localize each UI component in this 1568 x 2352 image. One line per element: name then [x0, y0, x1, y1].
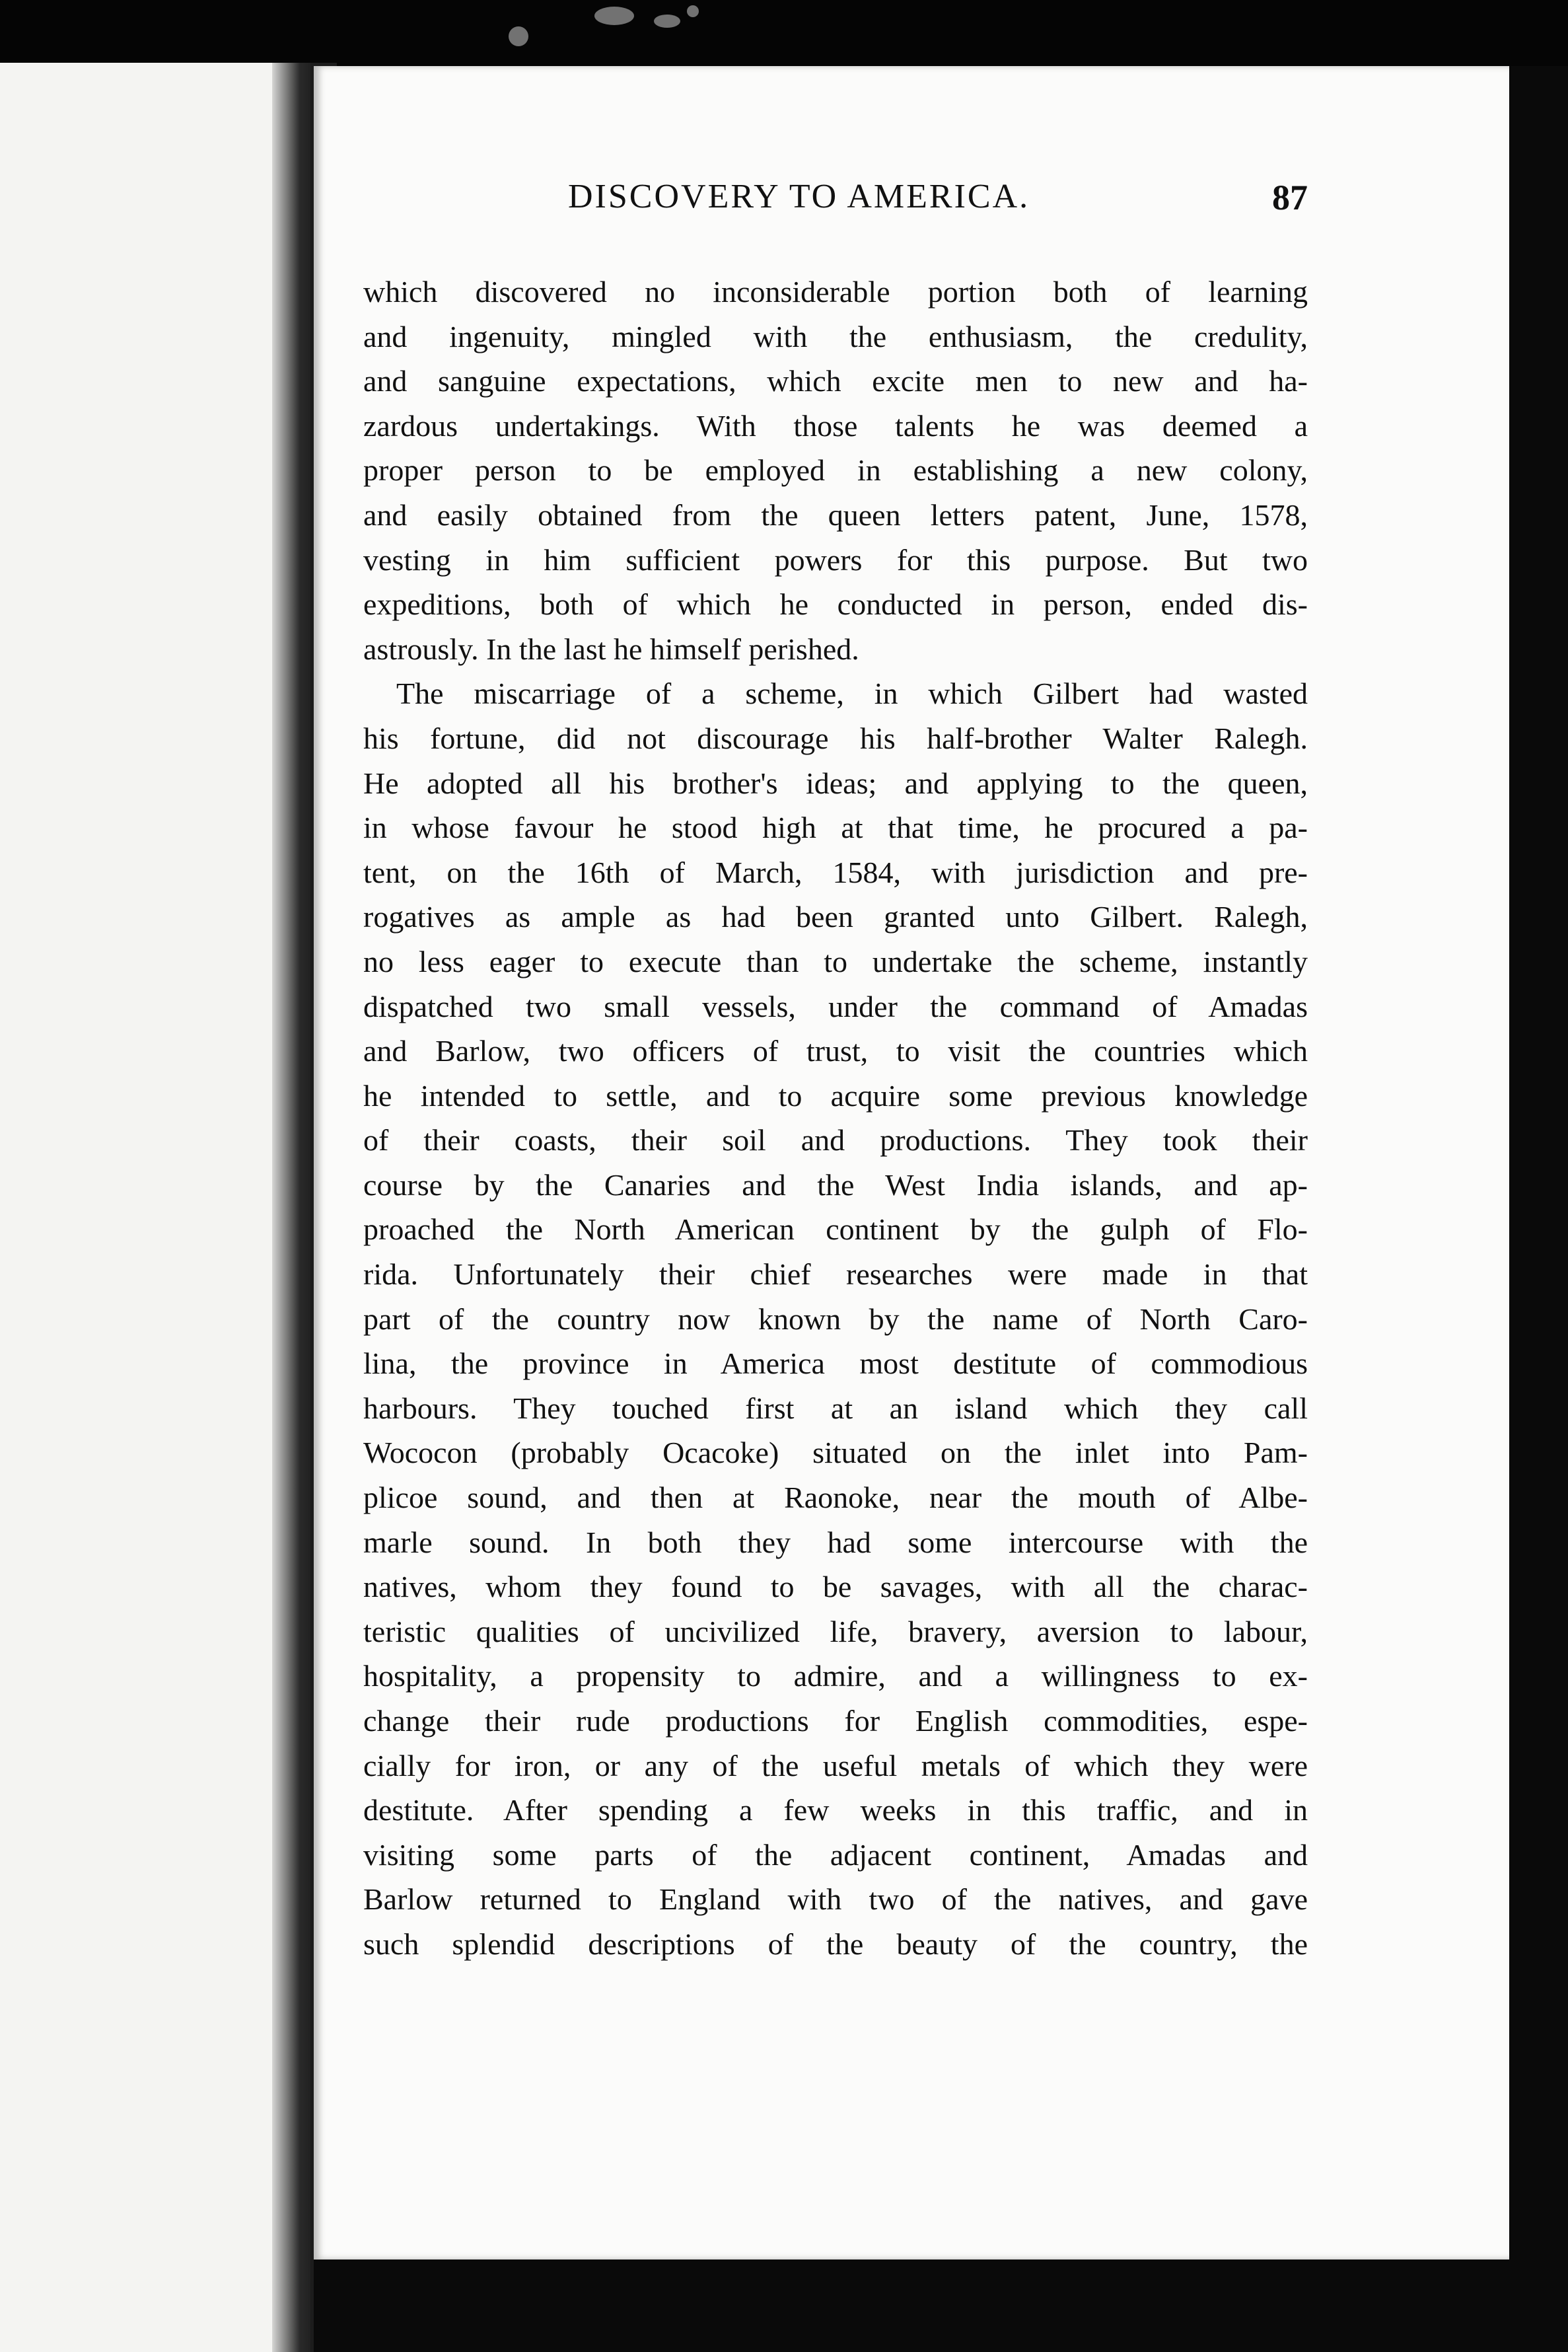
dust-speck	[654, 15, 680, 28]
dust-speck	[687, 5, 699, 17]
left-page	[0, 63, 310, 2352]
dust-speck	[594, 7, 634, 25]
text-line: rogatives as ample as had been granted unto Gilbert. Ralegh,	[363, 900, 1308, 934]
text-line: part of the country now known by the name of North Caro-	[363, 1302, 1308, 1336]
page-number: 87	[1272, 178, 1308, 217]
text-line: and ingenuity, mingled with the enthusiasm, the credulity,	[363, 319, 1308, 353]
scan-bottom-border	[314, 2260, 1509, 2352]
text-line: his fortune, did not discourage his half-brother Walter Ralegh.	[363, 721, 1308, 755]
body-text	[363, 270, 1308, 1967]
text-line: marle sound. In both they had some intercourse with the	[363, 1525, 1308, 1559]
text-line: vesting in him sufficient powers for this purpose. But two	[363, 542, 1308, 577]
text-line: in whose favour he stood high at that time, he procured a pa-	[363, 811, 1308, 845]
text-line: The miscarriage of a scheme, in which Gilbert had wasted	[396, 677, 1308, 711]
text-line: astrously. In the last he himself perished.	[363, 632, 859, 666]
text-line: proper person to be employed in establishing a new colony,	[363, 453, 1308, 488]
text-line: Wococon (probably Ocacoke) situated on the inlet into Pam-	[363, 1436, 1308, 1470]
text-line: zardous undertakings. With those talents he was deemed a	[363, 408, 1308, 443]
text-line: He adopted all his brother's ideas; and applying to the queen,	[363, 766, 1308, 800]
text-line: rida. Unfortunately their chief researches were made in that	[363, 1257, 1308, 1292]
text-line: destitute. After spending a few weeks in this traffic, and in	[363, 1793, 1308, 1827]
text-line: tent, on the 16th of March, 1584, with jurisdiction and pre-	[363, 855, 1308, 889]
text-line: dispatched two small vessels, under the command of Amadas	[363, 989, 1308, 1023]
scan-right-border	[1509, 66, 1568, 2352]
text-line: proached the North American continent by the gulph of Flo-	[363, 1212, 1308, 1247]
dust-speck	[509, 26, 528, 46]
text-line: and sanguine expectations, which excite men to new and ha-	[363, 364, 1308, 398]
running-head: DISCOVERY TO AMERICA.	[568, 178, 1030, 215]
text-line: Barlow returned to England with two of the natives, and gave	[363, 1882, 1308, 1917]
text-line: lina, the province in America most destitute of commodious	[363, 1346, 1308, 1381]
text-line: such splendid descriptions of the beauty of the country, the	[363, 1927, 1308, 1961]
text-line: and easily obtained from the queen letters patent, June, 1578,	[363, 497, 1308, 532]
text-line: visiting some parts of the adjacent continent, Amadas and	[363, 1837, 1308, 1872]
text-line: course by the Canaries and the West India islands, and ap-	[363, 1167, 1308, 1202]
text-line: no less eager to execute than to undertake the scheme, instantly	[363, 944, 1308, 978]
text-line: harbours. They touched first at an island which they call	[363, 1391, 1308, 1425]
text-line: of their coasts, their soil and productions. They took their	[363, 1123, 1308, 1158]
text-line: teristic qualities of uncivilized life, bravery, aversion to labour,	[363, 1614, 1308, 1648]
text-line: expeditions, both of which he conducted in person, ended dis-	[363, 587, 1308, 622]
text-line: natives, whom they found to be savages, with all the charac-	[363, 1570, 1308, 1604]
text-line: and Barlow, two officers of trust, to visit the countries which	[363, 1034, 1308, 1068]
text-line: plicoe sound, and then at Raonoke, near the mouth of Albe-	[363, 1481, 1308, 1515]
text-line: change their rude productions for English commodities, espe-	[363, 1704, 1308, 1738]
text-line: cially for iron, or any of the useful metals of which they were	[363, 1748, 1308, 1782]
text-line: hospitality, a propensity to admire, and a willingness to ex-	[363, 1659, 1308, 1693]
text-line: he intended to settle, and to acquire some previous knowledge	[363, 1078, 1308, 1113]
text-line: which discovered no inconsiderable portion both of learning	[363, 275, 1308, 309]
